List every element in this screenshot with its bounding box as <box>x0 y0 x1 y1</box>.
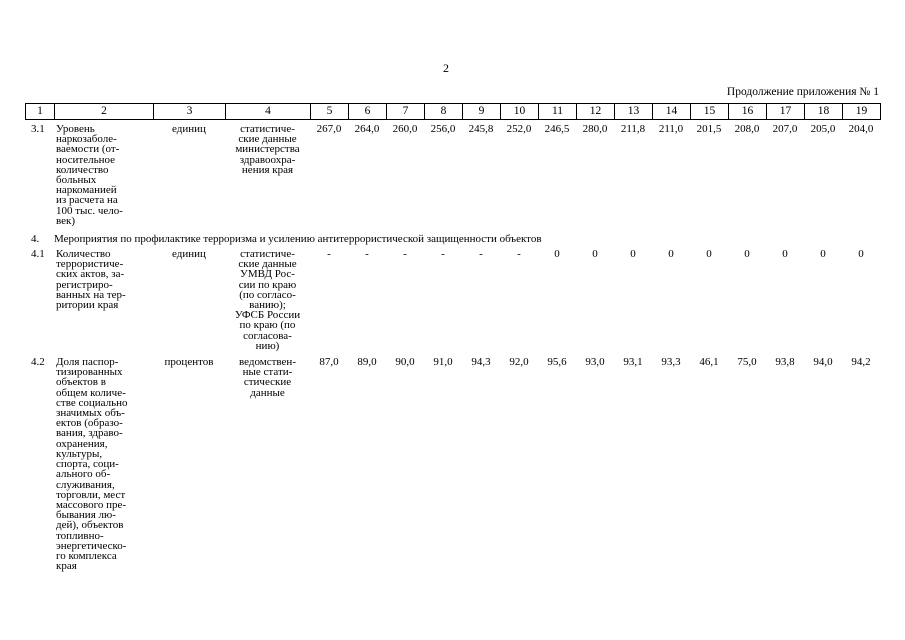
value-cell: - <box>479 248 483 261</box>
value-cell: 267,0 <box>316 123 342 135</box>
column-header-14: 14 <box>653 104 691 120</box>
table-row <box>25 249 880 357</box>
data-source-line: сии по краю <box>238 278 297 291</box>
indicator-name-line: ских актов, за- <box>56 268 125 281</box>
column-header-17: 17 <box>767 104 805 120</box>
data-source-line: ные стати- <box>242 366 293 379</box>
value-cell: 0 <box>630 248 636 261</box>
value-cell: 211,8 <box>620 123 646 135</box>
table-row <box>25 124 880 232</box>
indicator-name-line: общем количе- <box>56 386 126 399</box>
value-cell: 0 <box>706 248 712 261</box>
indicator-name-line: носительное <box>56 153 116 166</box>
data-source-line: ванию); <box>249 299 286 312</box>
value-cell: 94,3 <box>471 356 491 369</box>
value-cell: 0 <box>554 248 560 261</box>
value-cell: 245,8 <box>468 123 494 135</box>
indicator-name-line: Количество <box>56 248 111 261</box>
value-cell: 93,1 <box>623 356 643 369</box>
data-source-line: данные <box>250 386 285 399</box>
indicator-name-line: стве социально <box>56 396 128 409</box>
row-number: 3.1 <box>31 123 45 135</box>
data-source-line: ские данные <box>238 133 297 146</box>
indicator-name-line: ального об- <box>56 468 111 481</box>
value-cell: 91,0 <box>433 356 453 369</box>
section-row <box>25 232 880 249</box>
value-cell: 93,0 <box>585 356 605 369</box>
value-cell: 87,0 <box>319 356 339 369</box>
indicator-name-line: больных <box>56 174 97 187</box>
data-source-line: нения края <box>241 163 294 176</box>
indicator-name-line: дей), объектов <box>56 519 124 532</box>
indicator-name-line: наркоманией <box>56 184 117 197</box>
indicator-name-line: края <box>56 560 77 573</box>
indicator-name <box>54 124 153 232</box>
indicator-name-line: топливно- <box>56 529 104 542</box>
column-header-10: 10 <box>501 104 539 120</box>
column-header-1: 1 <box>26 104 55 120</box>
indicator-name-line: тизированных <box>56 366 123 379</box>
indicator-name-line: го комплекса <box>56 549 117 562</box>
column-header-3: 3 <box>154 104 226 120</box>
value-cell: 280,0 <box>582 123 608 135</box>
indicator-name-line: объектов в <box>56 376 106 389</box>
value-cell: 201,5 <box>696 123 722 135</box>
indicator-name-line: бывания лю- <box>56 509 116 522</box>
indicator-name-line: век) <box>56 214 76 227</box>
column-header-18: 18 <box>805 104 843 120</box>
value-cell: - <box>327 248 331 261</box>
indicator-name-line: служивания, <box>56 478 115 491</box>
value-cell: 0 <box>744 248 750 261</box>
indicator-name <box>54 357 153 577</box>
data-source-line: министерства <box>235 143 300 156</box>
indicator-name-line: значимых объ- <box>56 407 125 420</box>
data-source-line: согласова- <box>243 329 292 342</box>
data-source-line: ские данные <box>238 258 297 271</box>
indicator-name-line: ваемости (от- <box>56 143 120 156</box>
value-cell: 94,0 <box>813 356 833 369</box>
indicator-name-line: наркозаболе- <box>56 133 117 146</box>
continuation-label: Продолжение приложения № 1 <box>726 86 879 98</box>
value-cell: 205,0 <box>810 123 836 135</box>
value-cell: 211,0 <box>658 123 684 135</box>
column-number-row <box>26 104 881 120</box>
indicator-name-line: регистриро- <box>56 278 113 291</box>
data-source <box>225 124 310 232</box>
value-cell: 95,6 <box>547 356 567 369</box>
value-cell: 246,5 <box>544 123 570 135</box>
data-source-line: (по согласо- <box>239 288 296 301</box>
data-source-line: здравоохра- <box>239 153 296 166</box>
data-source-line: статистиче- <box>240 123 295 135</box>
value-cell: 0 <box>858 248 864 261</box>
page-number: 2 <box>443 61 449 75</box>
section-title: Мероприятия по профилактике терроризма и усилению антитеррористической защищенности объектов <box>54 233 542 246</box>
value-cell: 75,0 <box>737 356 757 369</box>
unit: единиц <box>172 248 206 261</box>
data-source-line: нию) <box>255 339 280 352</box>
value-cell: 264,0 <box>354 123 380 135</box>
unit: единиц <box>172 123 206 135</box>
indicator-name <box>54 249 153 357</box>
indicator-name-line: охранения, <box>56 437 108 450</box>
section-number: 4. <box>31 233 40 246</box>
value-cell: 0 <box>820 248 826 261</box>
column-header-15: 15 <box>691 104 729 120</box>
value-cell: - <box>365 248 369 261</box>
value-cell: 0 <box>668 248 674 261</box>
data-source-line: по краю (по <box>239 319 296 332</box>
indicator-name-line: ванных на тер- <box>56 288 126 301</box>
value-cell: 207,0 <box>772 123 798 135</box>
data-source-line: УФСБ России <box>234 309 301 322</box>
indicator-name-line: Доля паспор- <box>56 356 119 369</box>
indicator-name-line: Уровень <box>56 123 95 135</box>
unit: процентов <box>164 356 214 369</box>
indicator-name-line: вания, здраво- <box>56 427 123 440</box>
value-cell: 252,0 <box>506 123 532 135</box>
data-source-line: стические <box>243 376 292 389</box>
value-cell: 208,0 <box>734 123 760 135</box>
indicator-name-line: ектов (образо- <box>56 417 123 430</box>
data-source-line: УМВД Рос- <box>240 268 295 281</box>
value-cell: 93,8 <box>775 356 795 369</box>
indicator-name-line: энергетическо- <box>56 539 127 552</box>
value-cell: 46,1 <box>699 356 719 369</box>
value-cell: 92,0 <box>509 356 529 369</box>
value-cell: - <box>441 248 445 261</box>
data-source <box>225 357 310 577</box>
indicator-name-line: торговли, мест <box>56 488 126 501</box>
value-cell: - <box>403 248 407 261</box>
column-header-8: 8 <box>425 104 463 120</box>
value-cell: 0 <box>782 248 788 261</box>
column-header-13: 13 <box>615 104 653 120</box>
column-header-4: 4 <box>226 104 311 120</box>
indicator-name-line: культуры, <box>56 447 103 460</box>
value-cell: 260,0 <box>392 123 418 135</box>
value-cell: 256,0 <box>430 123 456 135</box>
indicator-name-line: ритории края <box>56 299 119 312</box>
data-source <box>225 249 310 357</box>
column-header-9: 9 <box>463 104 501 120</box>
value-cell: 93,3 <box>661 356 681 369</box>
column-header-table <box>25 103 881 120</box>
column-header-16: 16 <box>729 104 767 120</box>
data-source-line: ведомствен- <box>239 356 296 369</box>
indicator-name-line: 100 тыс. чело- <box>56 204 123 217</box>
column-header-2: 2 <box>55 104 154 120</box>
indicators-table <box>25 124 880 577</box>
value-cell: 90,0 <box>395 356 415 369</box>
indicator-name-line: массового пре- <box>56 498 127 511</box>
column-header-5: 5 <box>311 104 349 120</box>
column-header-11: 11 <box>539 104 577 120</box>
table-row <box>25 357 880 577</box>
column-header-6: 6 <box>349 104 387 120</box>
indicator-name-line: террористиче- <box>56 258 124 271</box>
value-cell: 0 <box>592 248 598 261</box>
value-cell: - <box>517 248 521 261</box>
indicator-name-line: количество <box>56 163 109 176</box>
column-header-7: 7 <box>387 104 425 120</box>
value-cell: 204,0 <box>848 123 874 135</box>
row-number: 4.1 <box>31 248 45 261</box>
row-number: 4.2 <box>31 356 45 369</box>
column-header-12: 12 <box>577 104 615 120</box>
indicator-name-line: из расчета на <box>56 194 118 207</box>
value-cell: 89,0 <box>357 356 377 369</box>
data-source-line: статистиче- <box>240 248 295 261</box>
column-header-19: 19 <box>843 104 881 120</box>
value-cell: 94,2 <box>851 356 871 369</box>
indicator-name-line: спорта, соци- <box>56 458 119 471</box>
